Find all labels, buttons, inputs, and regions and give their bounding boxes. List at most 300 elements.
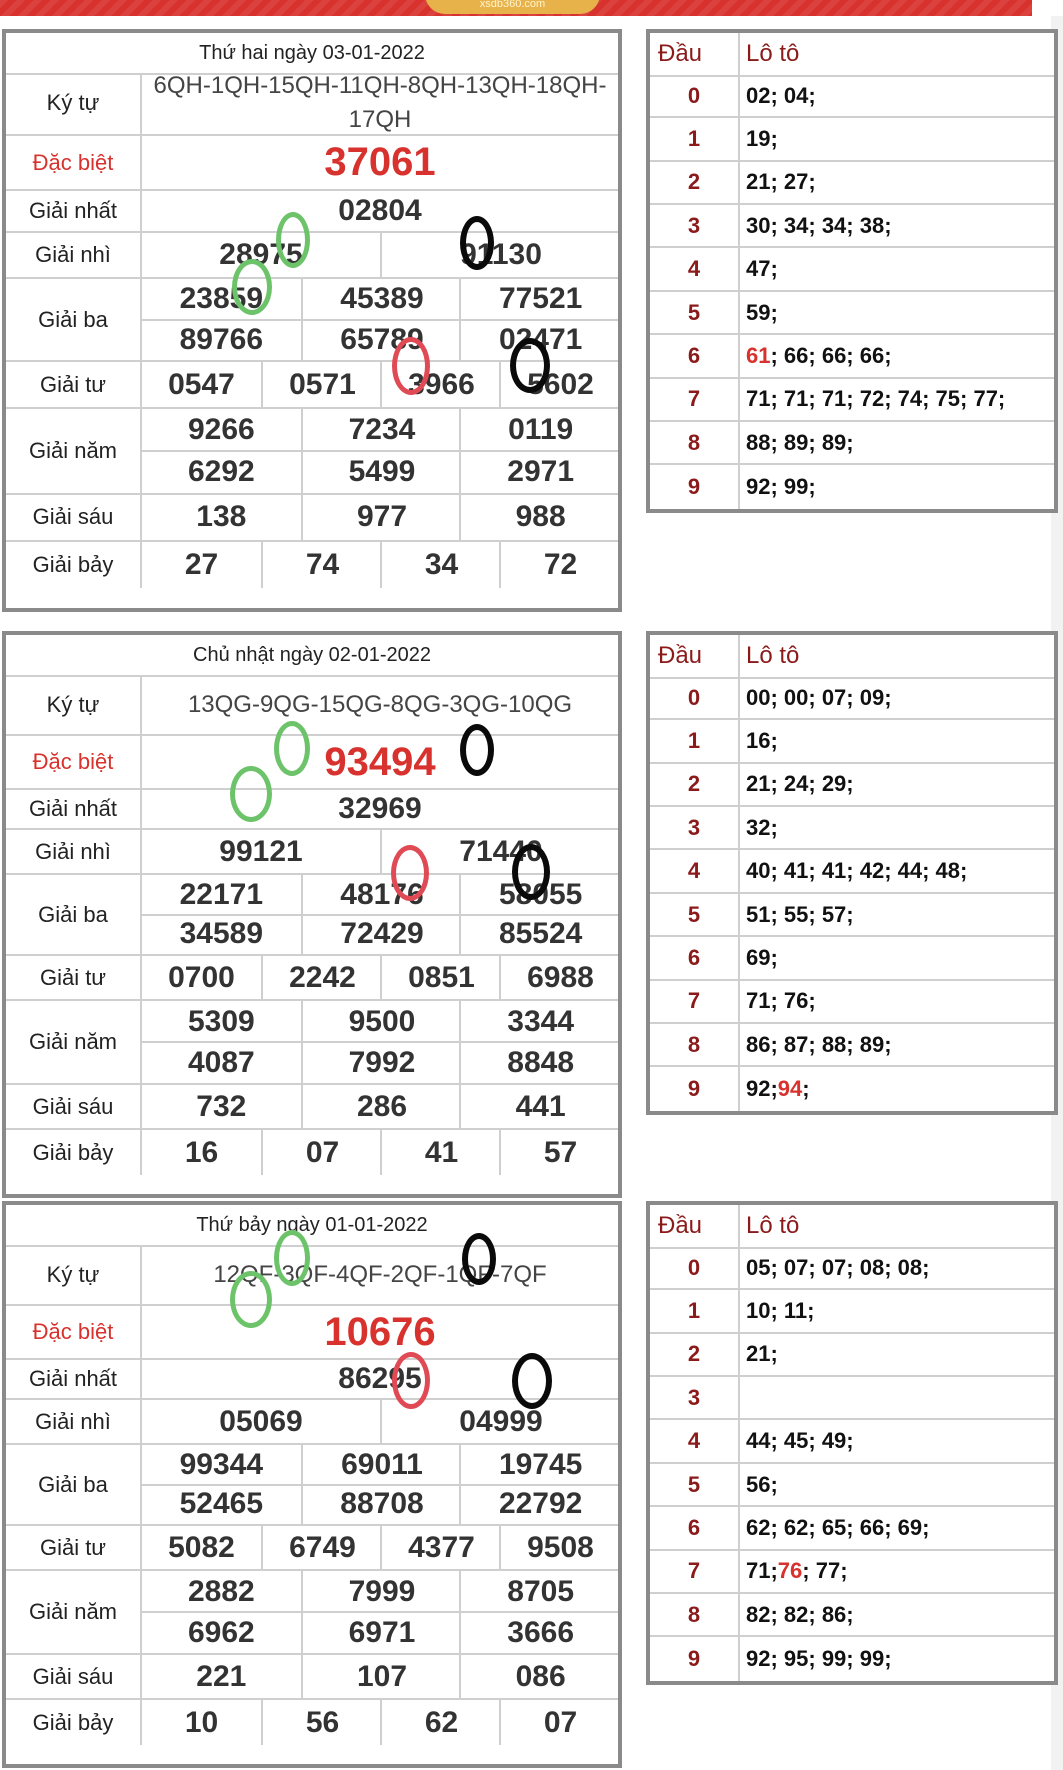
loto-table — [646, 631, 1058, 1115]
prize-number: 16 — [184, 1135, 219, 1169]
label-giai-ba: Giải ba — [6, 1445, 142, 1524]
label-giai-bay: Giải bảy — [6, 1700, 142, 1745]
loto-head-digit: 3 — [687, 212, 701, 238]
loto-values — [746, 1068, 810, 1111]
loto-row — [650, 677, 1054, 720]
label-giai-tu: Giải tư — [6, 956, 142, 999]
loto-values — [746, 1594, 854, 1635]
prize-number: 3666 — [459, 1612, 620, 1653]
draw-section — [0, 1201, 1063, 1757]
prize-number: 99344 — [179, 1447, 264, 1481]
loto-head-digit: 6 — [687, 945, 701, 971]
values-giai-nhi — [142, 233, 618, 277]
loto-text: 92; — [746, 1076, 778, 1102]
prize-number: 19745 — [459, 1445, 620, 1485]
loto-values — [746, 249, 778, 290]
loto-head-digit: 5 — [687, 901, 701, 927]
loto-head-digit: 2 — [687, 169, 701, 195]
loto-text: 56; — [746, 1471, 778, 1497]
draw-date: Thứ hai ngày 03-01-2022 — [6, 33, 618, 75]
loto-head-digit: 2 — [687, 771, 701, 797]
loto-head-digit: 0 — [687, 684, 701, 710]
prize-number: 0119 — [459, 409, 620, 451]
prize-number: 286 — [301, 1085, 462, 1128]
loto-head-digit: 2 — [687, 1341, 701, 1367]
top-banner — [0, 0, 1032, 16]
loto-row — [650, 292, 1054, 335]
dau-header: Đầu — [658, 1212, 703, 1239]
prize-number: 04999 — [380, 1400, 620, 1443]
label-giai-nhat: Giải nhất — [6, 790, 142, 828]
loto-values — [746, 1421, 854, 1462]
row-giai-ba — [6, 279, 618, 362]
values-giai-nhi — [142, 1400, 618, 1443]
loto-text: 05; 07; 07; 08; 08; — [746, 1254, 930, 1280]
loto-text: 02; 04; — [746, 82, 816, 108]
row-giai-nam — [6, 1001, 618, 1085]
loto-values — [746, 1334, 778, 1375]
row-giai-sau — [6, 1655, 618, 1700]
loto-text: 00; 00; 07; 09; — [746, 684, 892, 710]
loto-values — [746, 851, 967, 892]
row-giai-tu — [6, 1526, 618, 1571]
prize-number: 988 — [459, 495, 620, 539]
values-giai-sau — [142, 495, 618, 539]
prize-number: 07 — [261, 1130, 382, 1175]
prize-number: 71440 — [380, 830, 620, 873]
prize-number: 57 — [499, 1130, 620, 1175]
loto-head-digit: 8 — [687, 1031, 701, 1057]
loto-head-digit: 7 — [687, 386, 701, 412]
loto-header — [650, 635, 1054, 679]
loto-text: 59; — [746, 299, 778, 325]
loto-text: 16; — [746, 728, 778, 754]
label-giai-nhat: Giải nhất — [6, 1360, 142, 1398]
prize-number: 7999 — [301, 1571, 462, 1612]
prize-number: 3966 — [380, 362, 501, 406]
loto-row — [650, 720, 1054, 763]
prize-number: 4377 — [380, 1526, 501, 1569]
prize-number: 9508 — [499, 1526, 620, 1569]
loto-head-digit: 3 — [687, 1384, 701, 1410]
row-giai-ba — [6, 875, 618, 956]
prize-number: 086 — [459, 1655, 620, 1698]
prize-number: 58055 — [459, 875, 620, 915]
label-giai-nam: Giải năm — [6, 1571, 142, 1653]
loto-head-digit: 9 — [687, 474, 701, 500]
row-divider — [142, 914, 618, 916]
loto-row — [650, 1024, 1054, 1067]
prize-number: 5082 — [168, 1530, 235, 1564]
prize-number: 62 — [380, 1700, 501, 1745]
loto-row — [650, 1464, 1054, 1507]
loto-text: 51; 55; 57; — [746, 901, 854, 927]
row-divider — [142, 450, 618, 452]
loto-row — [650, 981, 1054, 1024]
row-dac-biet — [6, 136, 618, 192]
prize-number: 45389 — [301, 279, 462, 320]
row-giai-bay — [6, 1130, 618, 1175]
prize-number: 6988 — [499, 956, 620, 999]
row-giai-nam — [6, 1571, 618, 1655]
loto-head-digit: 6 — [687, 343, 701, 369]
prize-number: 0851 — [380, 956, 501, 999]
loto-row — [650, 1594, 1054, 1637]
label-giai-tu: Giải tư — [6, 1526, 142, 1569]
loto-text: 92; 99; — [746, 474, 816, 500]
row-giai-tu — [6, 956, 618, 1001]
prize-number: 10 — [184, 1705, 219, 1739]
label-giai-sau: Giải sáu — [6, 1085, 142, 1128]
values-giai-bay — [142, 1700, 618, 1745]
loto-values — [746, 379, 1005, 420]
loto-values — [746, 1464, 778, 1505]
prize-number: 7234 — [301, 409, 462, 451]
prize-number: 8705 — [459, 1571, 620, 1612]
values-giai-nhat — [142, 191, 618, 230]
row-giai-ba — [6, 1445, 618, 1526]
prize-number: 74 — [261, 542, 382, 588]
prize-number: 69011 — [301, 1445, 462, 1485]
prize-number: 4087 — [187, 1045, 255, 1079]
prize-number: 2971 — [459, 451, 620, 493]
prize-number: 91130 — [380, 233, 620, 277]
loto-row — [650, 162, 1054, 205]
site-logo[interactable]: xsdb360.com — [425, 0, 600, 14]
loto-values — [746, 162, 816, 203]
values-ky-tu — [142, 675, 618, 734]
special-prize-number: 37061 — [324, 140, 436, 185]
prize-number: 72429 — [301, 915, 462, 955]
loto-head-digit: 5 — [687, 299, 701, 325]
loto-text: 21; 24; 29; — [746, 771, 854, 797]
loto-values — [746, 677, 892, 718]
label-ky-tu: Ký tự — [6, 1245, 142, 1304]
prize-number: 85524 — [459, 915, 620, 955]
row-ky-tu — [6, 73, 618, 136]
label-dac-biet: Đặc biệt — [6, 136, 142, 190]
prize-number: 5309 — [187, 1004, 255, 1038]
loto-header — [650, 33, 1054, 77]
values-giai-nhat — [142, 790, 618, 828]
loto-head-digit: 0 — [687, 1254, 701, 1280]
prize-number: 77521 — [459, 279, 620, 320]
loto-row — [650, 1290, 1054, 1333]
loto-text: 32; — [746, 814, 778, 840]
prize-number: 6292 — [187, 455, 255, 489]
values-giai-ba — [142, 875, 618, 954]
loto-text: 47; — [746, 256, 778, 282]
prize-number: 89766 — [179, 323, 264, 356]
label-giai-nhi: Giải nhì — [6, 233, 142, 277]
first-prize-number: 86295 — [338, 1362, 422, 1395]
loto-row — [650, 1421, 1054, 1464]
loto-row — [650, 1377, 1054, 1420]
loto-head-digit: 4 — [687, 1428, 701, 1454]
loto-text: 62; 62; 65; 66; 69; — [746, 1515, 930, 1541]
loto-text: 88; 89; 89; — [746, 429, 854, 455]
loto-header-label: Lô tô — [746, 40, 800, 67]
ky-tu-codes: 6QH-1QH-15QH-11QH-8QH-13QH-18QH-17QH — [153, 72, 607, 134]
row-giai-nhat — [6, 790, 618, 830]
prize-number: 99121 — [219, 834, 303, 868]
prize-number: 22171 — [179, 877, 264, 911]
dau-header: Đầu — [658, 40, 703, 67]
prize-number: 7992 — [301, 1042, 462, 1083]
prize-number: 52465 — [179, 1487, 264, 1521]
loto-values — [746, 292, 778, 333]
loto-text: 71; — [746, 1558, 778, 1584]
prize-number: 0571 — [261, 362, 382, 406]
prize-number: 23859 — [179, 282, 264, 316]
label-giai-sau: Giải sáu — [6, 1655, 142, 1698]
row-giai-sau — [6, 1085, 618, 1130]
label-giai-bay: Giải bảy — [6, 542, 142, 588]
label-dac-biet: Đặc biệt — [6, 736, 142, 788]
values-giai-sau — [142, 1085, 618, 1128]
prize-number: 88708 — [301, 1485, 462, 1525]
loto-values — [746, 894, 854, 935]
loto-values — [746, 807, 778, 848]
prize-number: 8848 — [459, 1042, 620, 1083]
prize-number: 9266 — [187, 412, 255, 446]
values-giai-tu — [142, 362, 618, 406]
special-prize-number: 93494 — [324, 739, 436, 784]
ky-tu-codes: 12QF-3QF-4QF-2QF-1QF-7QF — [213, 1260, 547, 1288]
values-ky-tu — [142, 1245, 618, 1304]
loto-row — [650, 466, 1054, 509]
loto-text: 40; 41; 41; 42; 44; 48; — [746, 858, 968, 884]
loto-row — [650, 379, 1054, 422]
row-giai-bay — [6, 1700, 618, 1745]
loto-row — [650, 764, 1054, 807]
loto-values — [746, 937, 778, 978]
prize-number: 732 — [196, 1089, 247, 1123]
values-giai-sau — [142, 1655, 618, 1698]
row-giai-tu — [6, 362, 618, 408]
row-divider — [142, 1484, 618, 1486]
dau-header: Đầu — [658, 642, 703, 669]
draw-section — [0, 631, 1063, 1187]
loto-row — [650, 1247, 1054, 1290]
label-ky-tu: Ký tự — [6, 675, 142, 734]
row-ky-tu — [6, 675, 618, 736]
loto-row — [650, 118, 1054, 161]
row-giai-nhi — [6, 1400, 618, 1445]
prize-number: 27 — [184, 547, 219, 581]
loto-text: 69; — [746, 945, 778, 971]
prize-number: 65789 — [301, 320, 462, 361]
loto-row — [650, 807, 1054, 850]
label-dac-biet: Đặc biệt — [6, 1306, 142, 1358]
loto-text: 71; 76; — [746, 988, 816, 1014]
row-divider — [142, 1041, 618, 1043]
label-giai-nhi: Giải nhì — [6, 1400, 142, 1443]
values-giai-tu — [142, 1526, 618, 1569]
row-divider — [142, 1611, 618, 1613]
prize-number: 28975 — [219, 237, 303, 271]
label-giai-nam: Giải năm — [6, 1001, 142, 1083]
row-giai-nhi — [6, 233, 618, 279]
loto-head-digit: 1 — [687, 1298, 701, 1324]
loto-text: 21; 27; — [746, 169, 816, 195]
label-giai-tu: Giải tư — [6, 362, 142, 406]
values-giai-bay — [142, 1130, 618, 1175]
prize-number: 5602 — [499, 362, 620, 406]
loto-row — [650, 1334, 1054, 1377]
label-giai-ba: Giải ba — [6, 279, 142, 360]
values-dac-biet — [142, 736, 618, 788]
loto-head-digit: 9 — [687, 1076, 701, 1102]
special-loto: 94 — [777, 1076, 803, 1102]
loto-row — [650, 1068, 1054, 1111]
label-giai-nam: Giải năm — [6, 409, 142, 493]
row-divider — [142, 319, 618, 321]
values-giai-bay — [142, 542, 618, 588]
prize-number: 3344 — [459, 1001, 620, 1042]
loto-head-digit: 6 — [687, 1515, 701, 1541]
prize-number: 34 — [380, 542, 501, 588]
row-dac-biet — [6, 736, 618, 790]
label-giai-sau: Giải sáu — [6, 495, 142, 539]
loto-head-digit: 8 — [687, 1601, 701, 1627]
loto-values — [746, 422, 854, 463]
prize-number: 48176 — [301, 875, 462, 915]
special-loto: 76 — [777, 1558, 803, 1584]
prize-number: 0547 — [168, 367, 235, 401]
prize-number: 138 — [196, 500, 247, 534]
loto-head-digit: 5 — [687, 1471, 701, 1497]
loto-values — [746, 1290, 815, 1331]
prize-number: 2882 — [187, 1574, 255, 1608]
first-prize-number: 32969 — [338, 792, 422, 825]
values-giai-ba — [142, 279, 618, 360]
label-giai-nhat: Giải nhất — [6, 191, 142, 230]
values-giai-nhat — [142, 1360, 618, 1398]
loto-row — [650, 894, 1054, 937]
row-giai-nhi — [6, 830, 618, 875]
values-giai-ba — [142, 1445, 618, 1524]
prize-number: 2242 — [261, 956, 382, 999]
draw-section — [0, 29, 1063, 585]
loto-values — [746, 720, 778, 761]
loto-values — [746, 764, 854, 805]
loto-head-digit: 1 — [687, 126, 701, 152]
loto-text: 19; — [746, 126, 778, 152]
row-giai-nhat — [6, 1360, 618, 1400]
prize-number: 72 — [499, 542, 620, 588]
row-giai-sau — [6, 495, 618, 541]
loto-table — [646, 29, 1058, 513]
loto-head-digit: 7 — [687, 1558, 701, 1584]
row-giai-nhat — [6, 191, 618, 232]
loto-text: 10; 11; — [746, 1298, 815, 1324]
loto-header-label: Lô tô — [746, 1212, 800, 1239]
loto-values — [746, 1024, 892, 1065]
prize-number: 02471 — [459, 320, 620, 361]
row-giai-nam — [6, 409, 618, 495]
prize-number: 6971 — [301, 1612, 462, 1653]
results-table — [2, 29, 622, 612]
loto-head-digit: 8 — [687, 429, 701, 455]
label-ky-tu: Ký tự — [6, 73, 142, 134]
loto-head-digit: 0 — [687, 82, 701, 108]
loto-values — [746, 205, 892, 246]
loto-values — [746, 1507, 929, 1548]
values-dac-biet — [142, 136, 618, 190]
loto-values — [746, 981, 816, 1022]
loto-row — [650, 205, 1054, 248]
loto-row — [650, 249, 1054, 292]
loto-text-tail: ; — [802, 1076, 810, 1102]
loto-values — [746, 1247, 929, 1288]
results-table — [2, 631, 622, 1198]
draw-date: Thứ bảy ngày 01-01-2022 — [6, 1205, 618, 1247]
loto-text: 71; 71; 71; 72; 74; 75; 77; — [746, 386, 1006, 412]
loto-row — [650, 1507, 1054, 1550]
prize-number: 977 — [301, 495, 462, 539]
loto-row — [650, 335, 1054, 378]
row-dac-biet — [6, 1306, 618, 1360]
values-giai-nhi — [142, 830, 618, 873]
loto-head-digit: 4 — [687, 256, 701, 282]
loto-table — [646, 1201, 1058, 1685]
prize-number: 22792 — [459, 1485, 620, 1525]
label-giai-nhi: Giải nhì — [6, 830, 142, 873]
values-giai-nam — [142, 1571, 618, 1653]
row-ky-tu — [6, 1245, 618, 1306]
loto-values — [746, 335, 892, 376]
prize-number: 07 — [499, 1700, 620, 1745]
loto-text: 21; — [746, 1341, 778, 1367]
loto-values — [746, 466, 816, 509]
loto-header — [650, 1205, 1054, 1249]
ky-tu-codes: 13QG-9QG-15QG-8QG-3QG-10QG — [187, 690, 573, 718]
loto-values — [746, 1551, 848, 1592]
loto-text: 86; 87; 88; 89; — [746, 1031, 892, 1057]
prize-number: 9500 — [301, 1001, 462, 1042]
prize-number: 6962 — [187, 1615, 255, 1649]
values-ky-tu — [142, 73, 618, 134]
loto-head-digit: 1 — [687, 728, 701, 754]
loto-text: 30; 34; 34; 38; — [746, 212, 892, 238]
draw-date: Chủ nhật ngày 02-01-2022 — [6, 635, 618, 677]
prize-number: 107 — [301, 1655, 462, 1698]
loto-head-digit: 7 — [687, 988, 701, 1014]
first-prize-number: 02804 — [338, 194, 422, 227]
results-table — [2, 1201, 622, 1768]
prize-number: 05069 — [219, 1404, 303, 1438]
label-giai-ba: Giải ba — [6, 875, 142, 954]
loto-row — [650, 422, 1054, 465]
loto-text: 82; 82; 86; — [746, 1601, 854, 1627]
values-dac-biet — [142, 1306, 618, 1358]
loto-head-digit: 4 — [687, 858, 701, 884]
loto-row — [650, 75, 1054, 118]
special-loto: 61 — [746, 343, 771, 369]
loto-header-label: Lô tô — [746, 642, 800, 669]
prize-number: 6749 — [261, 1526, 382, 1569]
prize-number: 56 — [261, 1700, 382, 1745]
label-giai-bay: Giải bảy — [6, 1130, 142, 1175]
values-giai-nam — [142, 409, 618, 493]
prize-number: 0700 — [168, 960, 235, 994]
loto-row — [650, 1638, 1054, 1681]
loto-text: 92; 95; 99; 99; — [746, 1646, 892, 1672]
prize-number: 41 — [380, 1130, 501, 1175]
values-giai-tu — [142, 956, 618, 999]
loto-row — [650, 851, 1054, 894]
